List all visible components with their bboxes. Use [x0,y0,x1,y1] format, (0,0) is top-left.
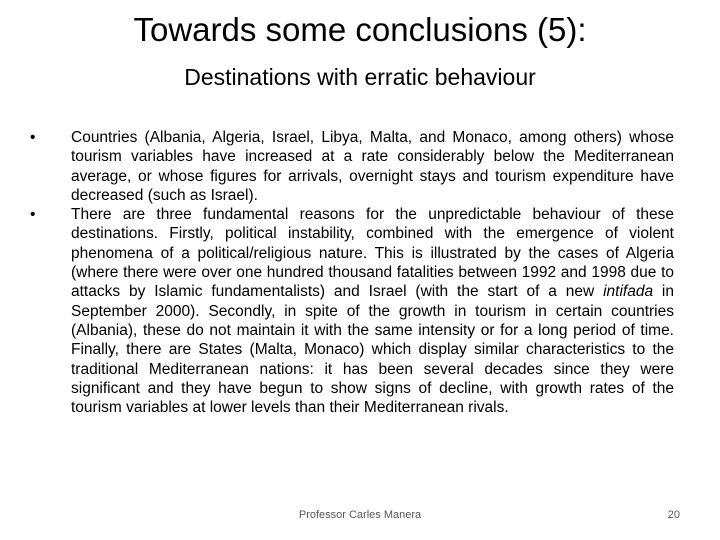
bullet-icon: • [30,206,36,224]
bullet-text-part: There are three fundamental reasons for the unpredictable behaviour of these destinations. Firstly, political instability, combined with the emergence of violent phenomena of a political/religious nature. This is illustrated by the cases of Algeria (where there were over one hundred thousand fatalities between 1992 and 1998 due to attacks by Islamic fundamentalists) and Israel (with the start of a new [71,206,674,301]
bullet-list [30,128,674,417]
slide-title: Towards some conclusions (5): [133,11,587,48]
bullet-text [71,206,674,416]
footer-author: Professor Carles Manera [298,509,422,521]
bullet-item [30,128,674,205]
bullet-item [30,205,674,417]
bullet-text: Countries (Albania, Algeria, Israel, Libya, Malta, and Monaco, among others) whose tourism variables have increased at a rate considerably below the Mediterranean average, or whose figures for arrivals, overnight stays and tourism expenditure have decreased (such as Israel). [71,129,674,204]
italic-term: intifada [603,283,654,301]
slide-subtitle: Destinations with erratic behaviour [184,64,536,90]
bullet-icon: • [30,129,36,146]
page-number: 20 [667,509,680,521]
bullet-text-part: in September 2000). Secondly, in spite of the growth in tourism in certain countries (Albania), these do not maintain it with the same intensity or for a long period of time. Finally, there are States (Malta, Monaco) which display similar characteristics to the traditional Mediterranean nations: it has been several decades since they were significant and they have begun to show signs of decline, with growth rates of the tourism variables at lower levels than their Mediterranean rivals. [71,283,675,417]
